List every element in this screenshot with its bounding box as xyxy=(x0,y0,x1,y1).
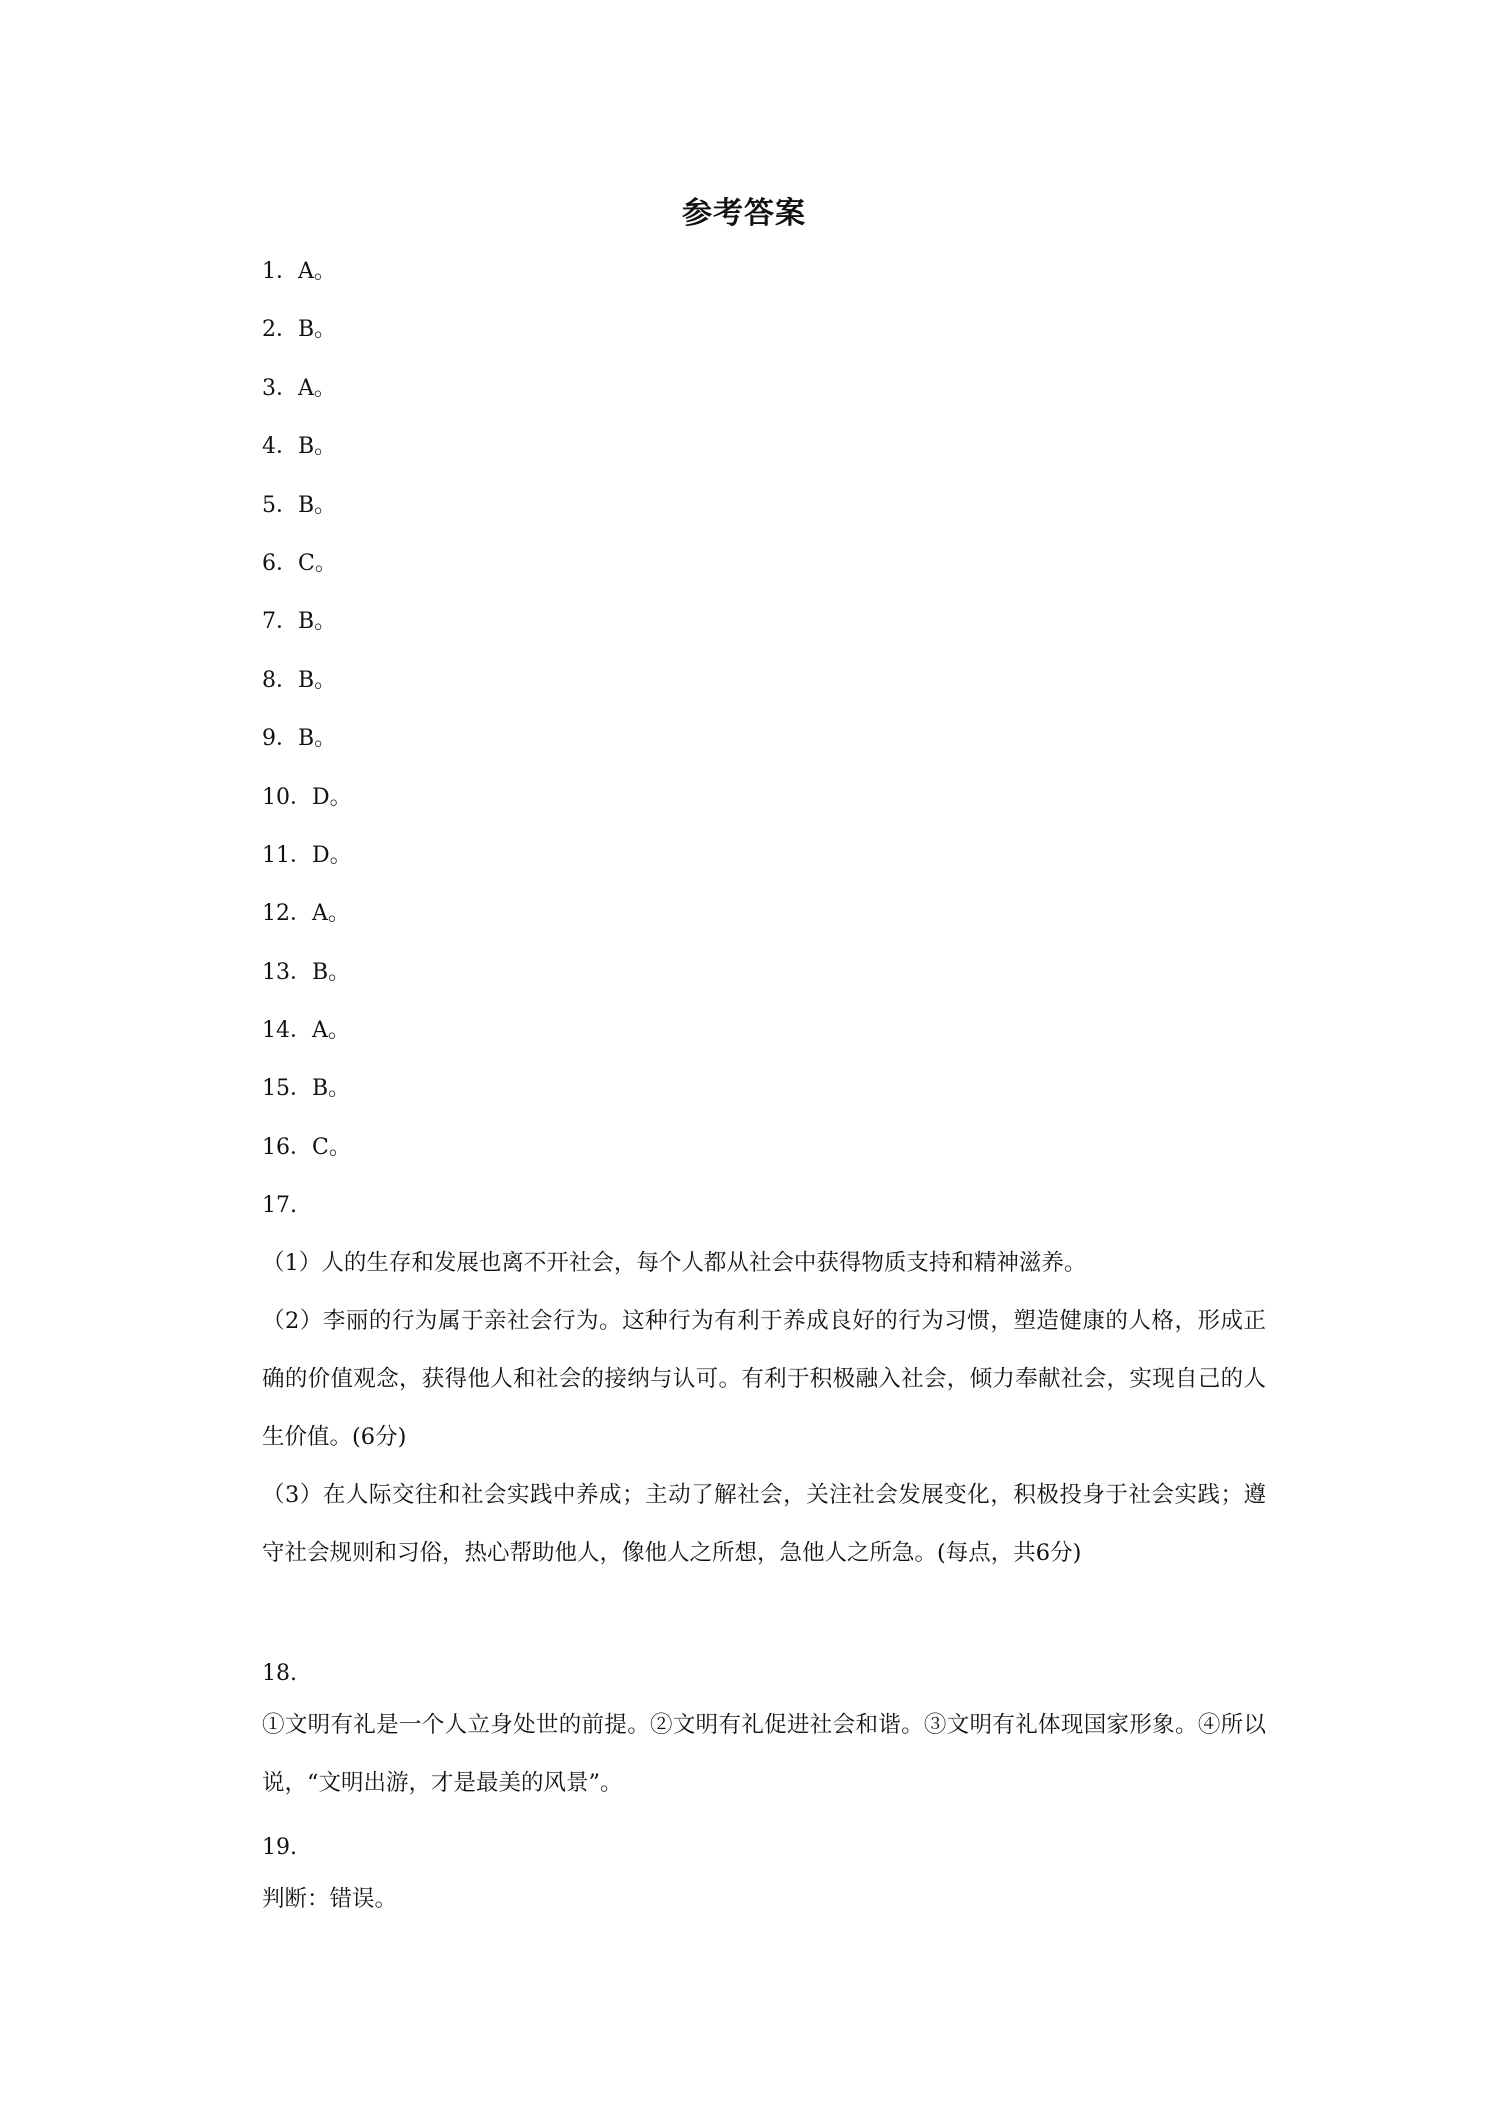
answer-item: 11．D。 xyxy=(262,842,352,868)
answer-item: 10．D。 xyxy=(262,784,352,810)
question-18-number: 18. xyxy=(262,1661,297,1686)
page-title: 参考答案 xyxy=(682,196,806,231)
answer-item: 9．B。 xyxy=(262,726,337,752)
answer-item: 4．B。 xyxy=(262,434,337,460)
question-19-number: 19. xyxy=(262,1835,297,1860)
question-17-part-1: （1）人的生存和发展也离不开社会，每个人都从社会中获得物质支持和精神滋养。 xyxy=(262,1250,1087,1276)
answer-item: 2．B。 xyxy=(262,317,337,343)
question-18-answer: ①文明有礼是一个人立身处世的前提。②文明有礼促进社会和谐。③文明有礼体现国家形象。④所以说，“文明出游，才是最美的风景”。 xyxy=(262,1712,1266,1796)
answer-item: 1．A。 xyxy=(262,259,336,284)
answer-item: 14．A。 xyxy=(262,1018,350,1044)
answer-item: 12．A。 xyxy=(262,901,350,927)
question-17-part-3: （3）在人际交往和社会实践中养成；主动了解社会，关注社会发展变化，积极投身于社会实践；遵守社会规则和习俗，热心帮助他人，像他人之所想，急他人之所急。(每点，共6分) xyxy=(262,1482,1266,1566)
question-19-answer: 判断：错误。 xyxy=(262,1886,398,1912)
answer-item: 8．B。 xyxy=(262,667,337,693)
answer-item: 15．B。 xyxy=(262,1076,351,1102)
answer-item: 13．B。 xyxy=(262,959,351,985)
answer-item: 5．B。 xyxy=(262,492,337,518)
answer-item: 7．B。 xyxy=(262,609,337,635)
answer-item: 16．C。 xyxy=(262,1134,351,1160)
question-17-number: 17. xyxy=(262,1193,297,1218)
answer-item: 3．A。 xyxy=(262,375,336,401)
choice-answer-list xyxy=(262,252,352,1186)
answer-item: 6．C。 xyxy=(262,550,337,576)
question-17-part-2: （2）李丽的行为属于亲社会行为。这种行为有利于养成良好的行为习惯，塑造健康的人格，形成正确的价值观念，获得他人和社会的接纳与认可。有利于积极融入社会，倾力奉献社会，实现自己的人生价值。(6分) xyxy=(262,1308,1266,1450)
